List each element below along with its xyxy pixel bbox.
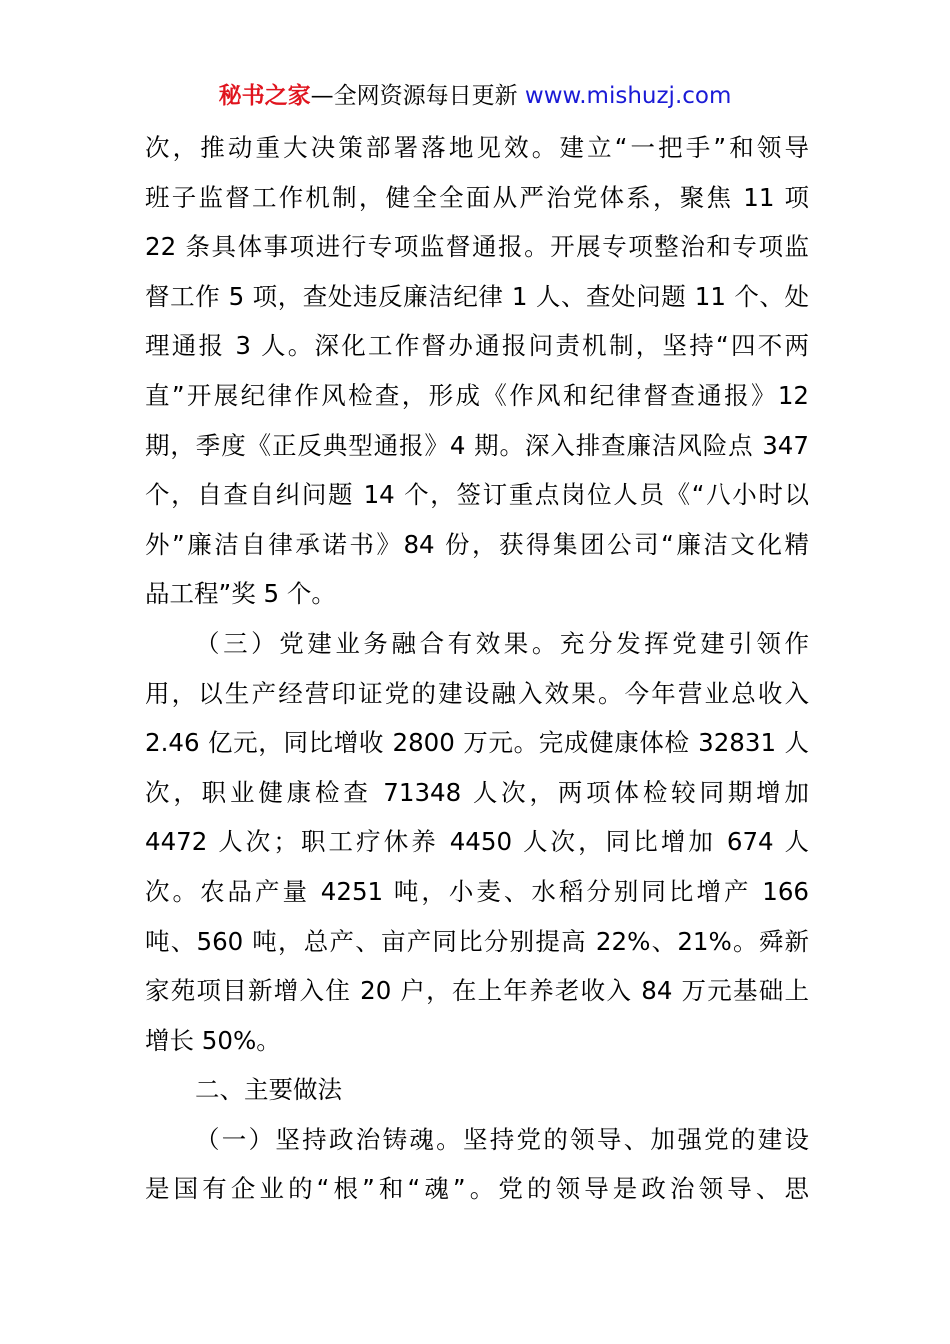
site-tagline: —全网资源每日更新: [310, 83, 518, 109]
text-line: 外”廉洁自律承诺书》84 份，获得集团公司“廉洁文化精: [145, 529, 809, 559]
text-line: 次，职业健康检查 71348 人次，两项体检较同期增加: [145, 777, 809, 807]
section-heading-line: （三）党建业务融合有效果。充分发挥党建引领作: [195, 628, 809, 658]
text-line: 督工作 5 项，查处违反廉洁纪律 1 人、查处问题 11 个、处: [145, 281, 809, 311]
text-line: 家苑项目新增入住 20 户，在上年养老收入 84 万元基础上: [145, 976, 809, 1006]
site-header: [0, 80, 950, 112]
text-line: 增长 50%。: [145, 1025, 281, 1055]
text-line: 次，推动重大决策部署落地见效。建立“一把手”和领导: [145, 133, 809, 162]
site-url[interactable]: www.mishuzj.com: [524, 83, 732, 109]
chapter-heading: 二、主要做法: [195, 1075, 342, 1105]
text-line: 个，自查自纠问题 14 个，签订重点岗位人员《“八小时以: [145, 480, 809, 510]
text-line: 直”开展纪律作风检查，形成《作风和纪律督查通报》12: [145, 380, 809, 410]
section-heading-line: （一）坚持政治铸魂。坚持党的领导、加强党的建设: [195, 1124, 809, 1154]
text-line: 品工程”奖 5 个。: [145, 579, 336, 609]
document-body: [145, 123, 809, 1214]
text-line: 期，季度《正反典型通报》4 期。深入排查廉洁风险点 347: [145, 430, 809, 460]
text-line: 理通报 3 人。深化工作督办通报问责机制，坚持“四不两: [145, 331, 809, 361]
text-line: 吨、560 吨，总产、亩产同比分别提高 22%、21%。舜新: [145, 926, 809, 956]
text-line: 4472 人次；职工疗休养 4450 人次，同比增加 674 人: [145, 827, 809, 857]
text-line: 班子监督工作机制，健全全面从严治党体系，聚焦 11 项: [145, 182, 809, 212]
text-line: 用，以生产经营印证党的建设融入效果。今年营业总收入: [145, 678, 809, 708]
text-line: 是国有企业的“根”和“魂”。党的领导是政治领导、思: [145, 1174, 809, 1204]
text-line: 22 条具体事项进行专项监督通报。开展专项整治和专项监: [145, 232, 809, 262]
text-line: 次。农品产量 4251 吨，小麦、水稻分别同比增产 166: [145, 876, 809, 906]
text-line: 2.46 亿元，同比增收 2800 万元。完成健康体检 32831 人: [145, 728, 809, 758]
brand-name: 秘书之家: [218, 83, 311, 109]
